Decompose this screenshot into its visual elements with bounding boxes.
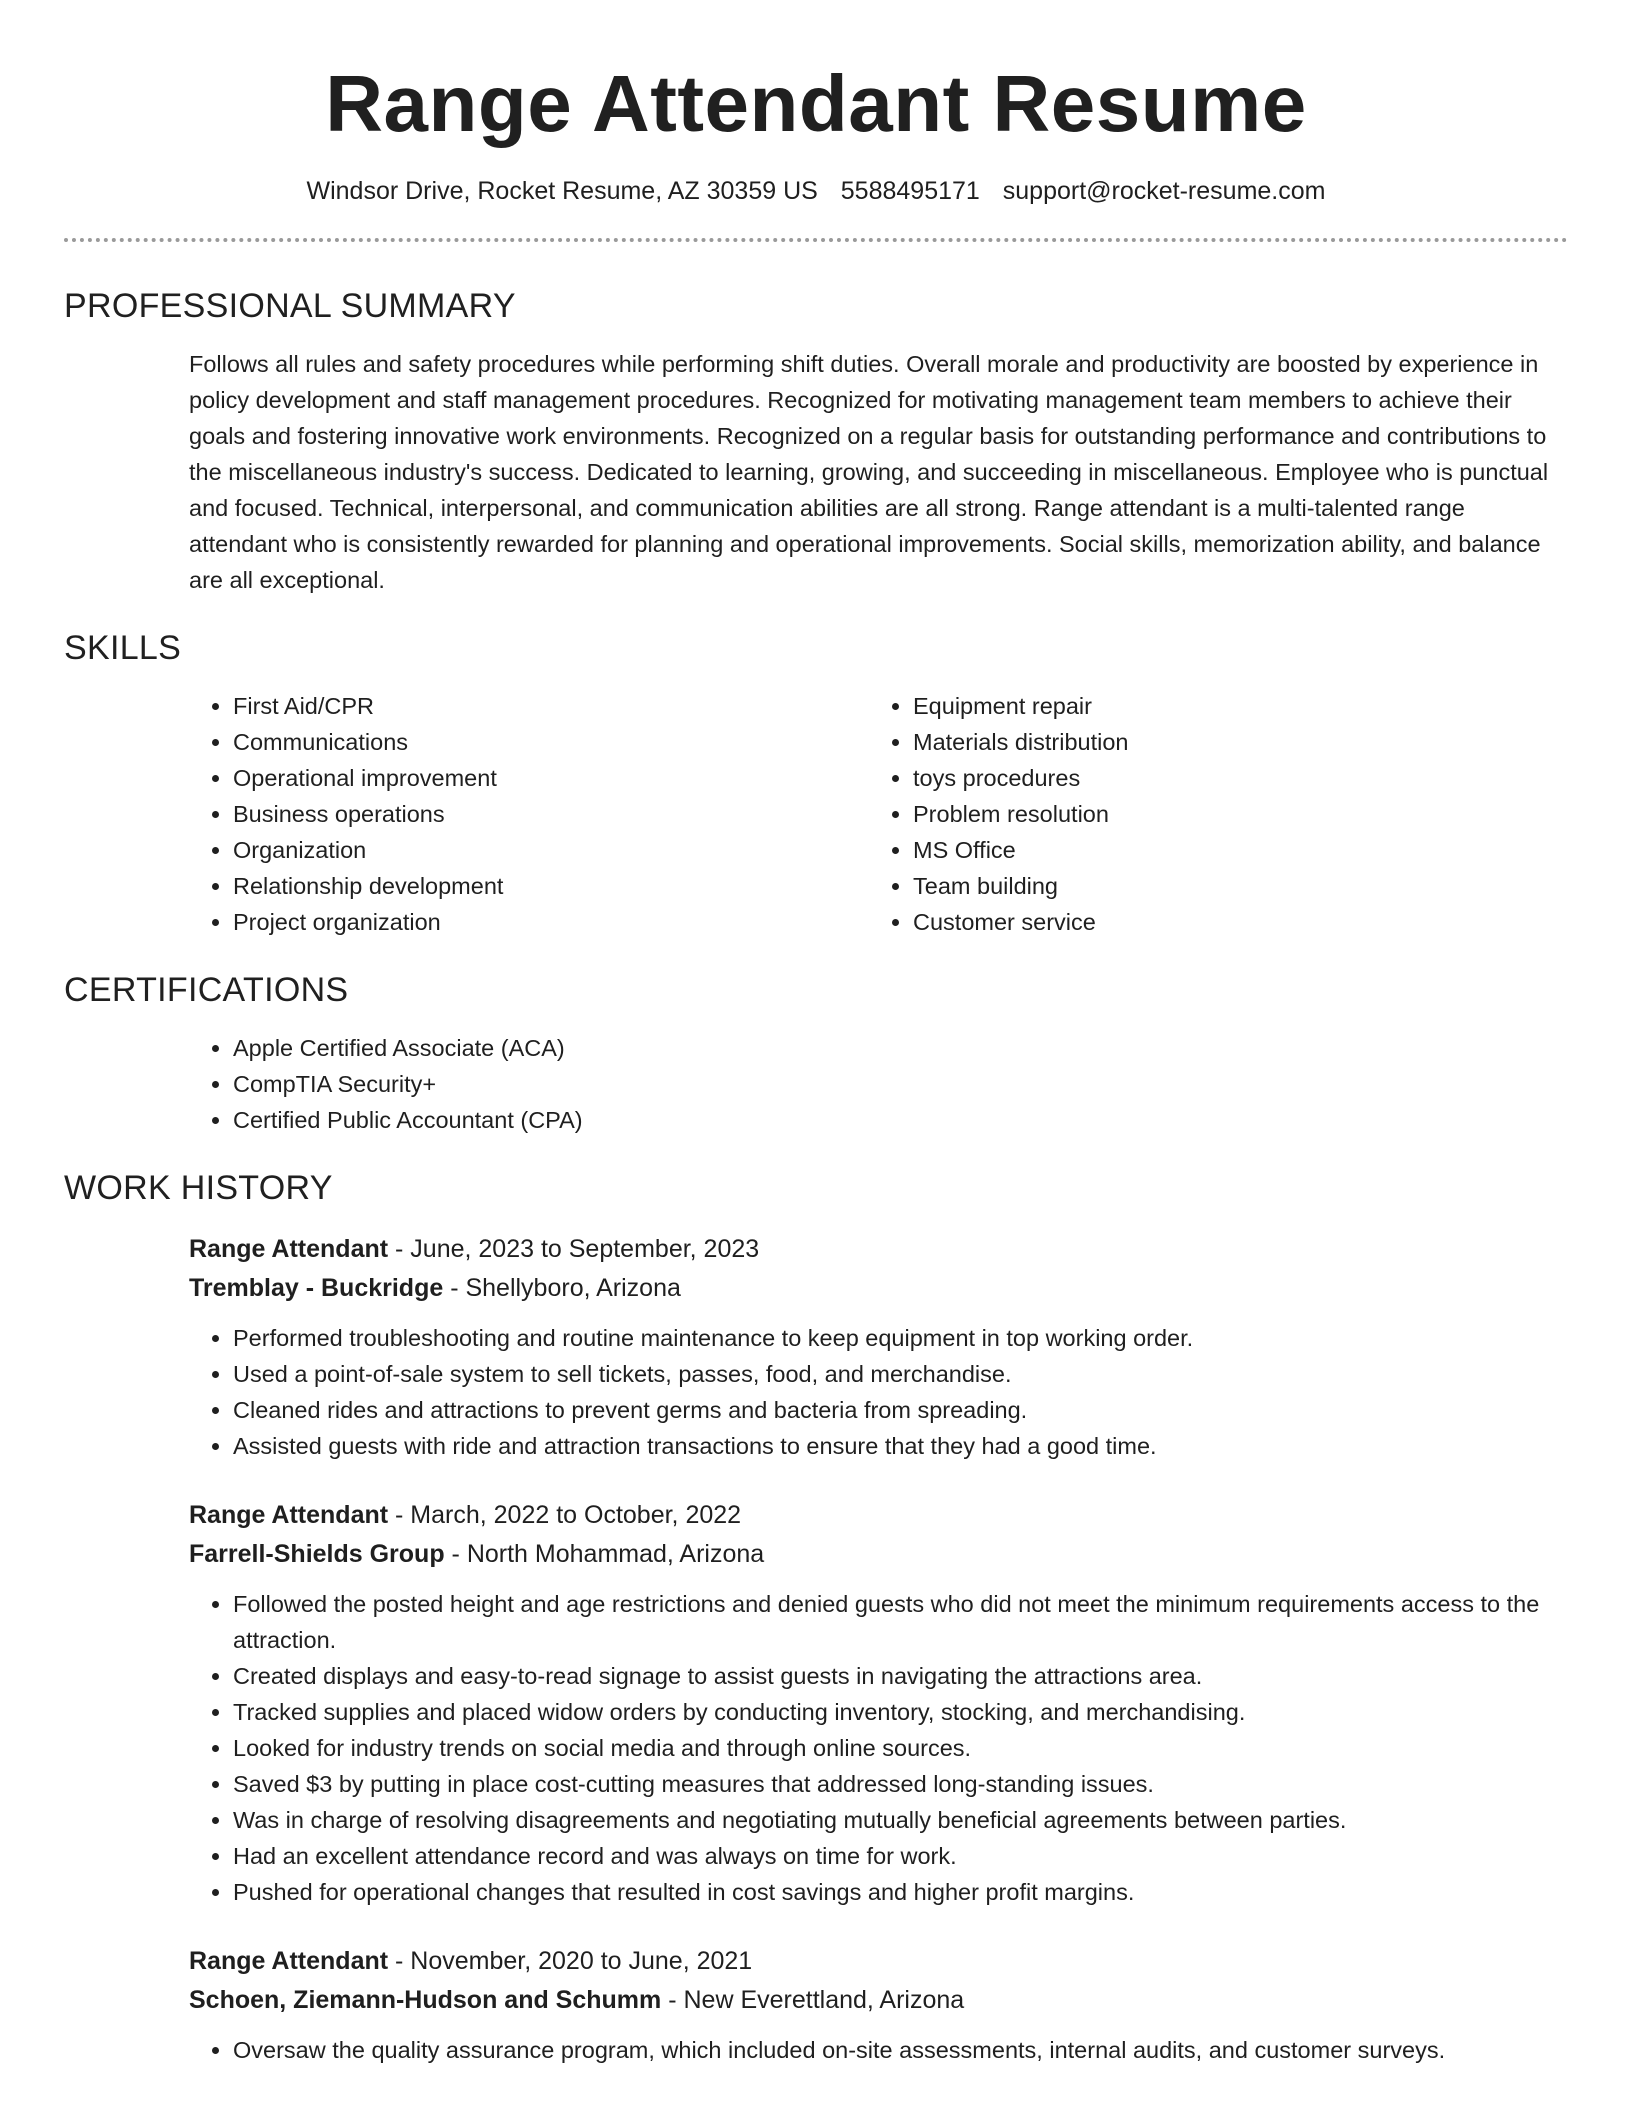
job-bullets	[189, 2032, 1568, 2068]
job-title-line	[189, 1496, 1568, 1535]
job-company-line	[189, 1535, 1568, 1574]
skill-item: • Customer service	[913, 904, 1549, 940]
skills-list-left	[189, 688, 869, 940]
certifications-heading: CERTIFICATIONS	[64, 971, 349, 1009]
contact-line	[64, 176, 1568, 206]
job-bullet: • Was in charge of resolving disagreements and negotiating mutually beneficial agreements between parties.	[233, 1802, 1568, 1838]
job-title-line	[189, 1230, 1568, 1269]
certification-item: • Apple Certified Associate (ACA)	[233, 1030, 1568, 1066]
job-dates: - June, 2023 to September, 2023	[388, 1235, 760, 1263]
contact-address: Windsor Drive, Rocket Resume, AZ 30359 US	[306, 177, 818, 205]
job-title-line	[189, 1942, 1568, 1981]
skill-item: • Equipment repair	[913, 688, 1549, 724]
job-bullet: • Looked for industry trends on social media and through online sources.	[233, 1730, 1568, 1766]
job-title: Range Attendant	[189, 1235, 389, 1263]
skill-item: • Business operations	[233, 796, 869, 832]
job-bullet: • Performed troubleshooting and routine maintenance to keep equipment in top working order.	[233, 1320, 1568, 1356]
job-bullets	[189, 1586, 1568, 1910]
skills-columns	[189, 688, 1568, 940]
job-bullet: • Followed the posted height and age restrictions and denied guests who did not meet the minimum requirements access to the attraction.	[233, 1586, 1568, 1658]
job-bullet: • Assisted guests with ride and attraction transactions to ensure that they had a good time.	[233, 1428, 1568, 1464]
job-bullets	[189, 1320, 1568, 1464]
resume-page	[64, 0, 1568, 2068]
job-dates: - November, 2020 to June, 2021	[388, 1947, 753, 1975]
job-location: - Shellyboro, Arizona	[443, 1274, 681, 1302]
certifications-list	[189, 1030, 1568, 1138]
skill-item: • Relationship development	[233, 868, 869, 904]
job-bullet: • Had an excellent attendance record and was always on time for work.	[233, 1838, 1568, 1874]
job-entry	[189, 1942, 1568, 2068]
skill-item: • Team building	[913, 868, 1549, 904]
job-bullet: • Created displays and easy-to-read signage to assist guests in navigating the attractions area.	[233, 1658, 1568, 1694]
header-divider	[64, 238, 1568, 242]
skill-item: • Operational improvement	[233, 760, 869, 796]
job-company: Tremblay - Buckridge	[189, 1274, 444, 1302]
summary-text: Follows all rules and safety procedures while performing shift duties. Overall morale and productivity are boosted by experience in policy development and staff management procedures. Recognized for motivating management team members to achieve their goals and fostering innovative work environments. Recognized on a regular basis for outstanding performance and contributions to the miscellaneous industry's success. Dedicated to learning, growing, and succeeding in miscellaneous. Employee who is punctual and focused. Technical, interpersonal, and communication abilities are all strong. Range attendant is a multi-talented range attendant who is consistently rewarded for planning and operational improvements. Social skills, memorization ability, and balance are all exceptional.	[189, 351, 1549, 593]
job-bullet: • Pushed for operational changes that resulted in cost savings and higher profit margins.	[233, 1874, 1568, 1910]
job-company: Farrell-Shields Group	[189, 1540, 445, 1568]
certification-item: • Certified Public Accountant (CPA)	[233, 1102, 1568, 1138]
skill-item: • Communications	[233, 724, 869, 760]
contact-email[interactable]: support@rocket-resume.com	[1002, 177, 1326, 205]
skill-item: • MS Office	[913, 832, 1549, 868]
job-location: - New Everettland, Arizona	[661, 1986, 965, 2014]
job-company: Schoen, Ziemann-Hudson and Schumm	[189, 1986, 662, 2014]
certification-item: • CompTIA Security+	[233, 1066, 1568, 1102]
job-dates: - March, 2022 to October, 2022	[388, 1501, 742, 1529]
job-title: Range Attendant	[189, 1947, 389, 1975]
job-bullet: • Oversaw the quality assurance program, which included on-site assessments, internal audits, and customer surveys.	[233, 2032, 1568, 2068]
job-title: Range Attendant	[189, 1501, 389, 1529]
job-location: - North Mohammad, Arizona	[444, 1540, 765, 1568]
job-company-line	[189, 1981, 1568, 2020]
skill-item: • Organization	[233, 832, 869, 868]
skills-heading: SKILLS	[64, 629, 182, 667]
skill-item: • toys procedures	[913, 760, 1549, 796]
contact-phone[interactable]: 5588495171	[840, 177, 980, 205]
job-bullet: • Used a point-of-sale system to sell tickets, passes, food, and merchandise.	[233, 1356, 1568, 1392]
summary-heading: PROFESSIONAL SUMMARY	[64, 287, 516, 325]
work-history-heading: WORK HISTORY	[64, 1169, 333, 1207]
skills-list-right	[869, 688, 1549, 940]
skill-item: • First Aid/CPR	[233, 688, 869, 724]
job-entry	[189, 1496, 1568, 1910]
skill-item: • Project organization	[233, 904, 869, 940]
job-bullet: • Cleaned rides and attractions to prevent germs and bacteria from spreading.	[233, 1392, 1568, 1428]
job-bullet: • Tracked supplies and placed widow orders by conducting inventory, stocking, and merchandising.	[233, 1694, 1568, 1730]
job-bullet: • Saved $3 by putting in place cost-cutting measures that addressed long-standing issues.	[233, 1766, 1568, 1802]
job-company-line	[189, 1269, 1568, 1308]
skill-item: • Materials distribution	[913, 724, 1549, 760]
resume-title: Range Attendant Resume	[325, 59, 1307, 148]
job-entry	[189, 1230, 1568, 1464]
skill-item: • Problem resolution	[913, 796, 1549, 832]
